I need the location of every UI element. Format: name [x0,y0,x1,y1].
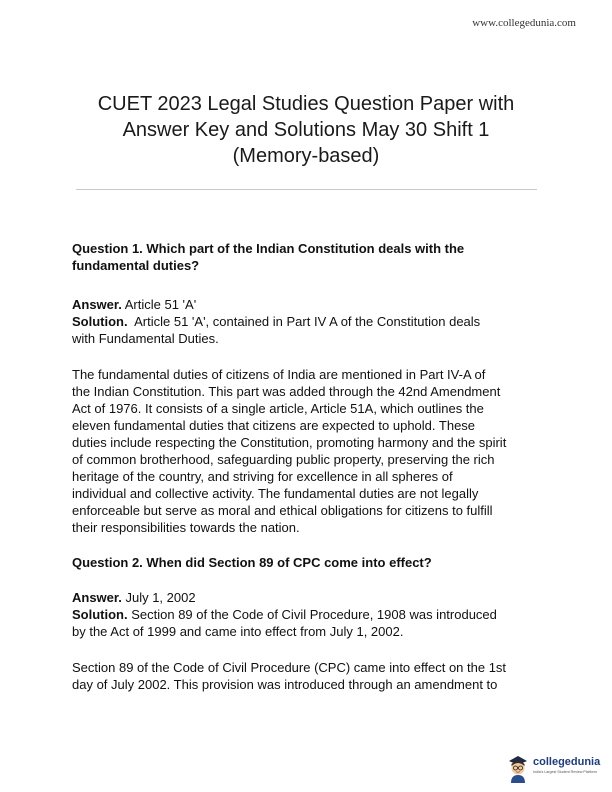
paragraph-line: day of July 2002. This provision was introduced through an amendment to [72,677,498,692]
question-line: Question 2. When did Section 89 of CPC come into effect? [72,555,432,570]
logo-wordmark: collegedunia [533,756,601,768]
question-2 [72,554,542,571]
site-url: www.collegedunia.com [472,17,576,29]
paragraph-line: the Indian Constitution. This part was added through the 42nd Amendment [72,384,501,399]
title-line: CUET 2023 Legal Studies Question Paper with [97,93,515,115]
paragraph-line: enforceable but serve as moral and ethical obligations for citizens to fulfill [72,503,493,518]
explanation-paragraph-1 [72,366,542,536]
paragraph-line: eleven fundamental duties that citizens are expected to uphold. These [72,418,476,433]
solution-text: Article 51 'A', contained in Part IV A of the Constitution deals [127,314,481,329]
question-line: fundamental duties? [72,258,200,273]
document-body [72,240,542,693]
solution-label: Solution. [72,607,128,622]
explanation-paragraph-2 [72,659,542,693]
logo-tagline: India's Largest Student Review Platform [533,770,597,774]
title-line: Answer Key and Solutions May 30 Shift 1 [122,119,490,141]
answer-text: July 1, 2002 [121,590,196,605]
paragraph-line: heritage of the country, and striving for excellence in all spheres of [72,469,453,484]
answer-text: Article 51 'A' [121,297,197,312]
solution-label: Solution. [72,314,128,329]
solution-text: Section 89 of the Code of Civil Procedure, 1908 was introduced [127,607,497,622]
answer-1 [72,296,542,347]
paragraph-line: duties include respecting the Constitution, promoting harmony and the spirit [72,435,507,450]
paragraph-line: their responsibilities towards the nation. [72,520,300,535]
solution-text: with Fundamental Duties. [72,331,219,346]
answer-label: Answer. [72,297,122,312]
page-title [60,91,552,169]
paragraph-line: The fundamental duties of citizens of India are mentioned in Part IV-A of [72,367,486,382]
question-1 [72,240,542,274]
collegedunia-logo [506,752,606,786]
paragraph-line: individual and collective activity. The fundamental duties are not legally [72,486,479,501]
title-line: (Memory-based) [232,145,380,167]
answer-2 [72,589,542,640]
solution-text: by the Act of 1999 and came into effect from July 1, 2002. [72,624,404,639]
mascot-icon [506,752,530,784]
paragraph-line: Section 89 of the Code of Civil Procedure (CPC) came into effect on the 1st [72,660,507,675]
title-divider [76,189,537,190]
paragraph-line: of common brotherhood, safeguarding public property, preserving the rich [72,452,495,467]
paragraph-line: Act of 1976. It consists of a single article, Article 51A, which outlines the [72,401,484,416]
answer-label: Answer. [72,590,122,605]
question-line: Question 1. Which part of the Indian Constitution deals with the [72,241,465,256]
